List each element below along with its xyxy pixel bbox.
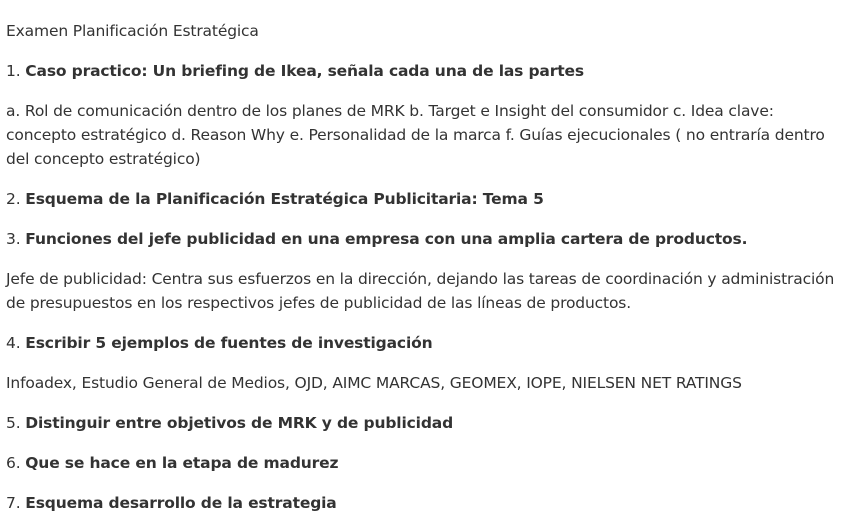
question-text: Esquema de la Planificación Estratégica Publicitaria: Tema 5 [25, 190, 544, 208]
document-body [6, 19, 842, 531]
question-number: 5. [6, 414, 21, 432]
question-5 [6, 411, 842, 435]
question-number: 3. [6, 230, 21, 248]
question-text: Que se hace en la etapa de madurez [25, 454, 339, 472]
answer-3: Jefe de publicidad: Centra sus esfuerzos en la dirección, dejando las tareas de coordinación y administración de presupuestos en los respectivos jefes de publicidad de las líneas de productos. [6, 270, 835, 312]
question-number: 4. [6, 334, 21, 352]
question-3 [6, 227, 842, 251]
question-number: 7. [6, 494, 21, 512]
question-4 [6, 331, 842, 355]
question-2 [6, 187, 842, 211]
question-7 [6, 491, 842, 515]
answer-4: Infoadex, Estudio General de Medios, OJD, AIMC MARCAS, GEOMEX, IOPE, NIELSEN NET RATINGS [6, 374, 742, 392]
question-number: 1. [6, 62, 21, 80]
question-text: Escribir 5 ejemplos de fuentes de investigación [25, 334, 433, 352]
question-text: Caso practico: Un briefing de Ikea, señala cada una de las partes [25, 62, 584, 80]
question-6 [6, 451, 842, 475]
question-text: Funciones del jefe publicidad en una empresa con una amplia cartera de productos. [25, 230, 748, 248]
question-text: Distinguir entre objetivos de MRK y de publicidad [25, 414, 454, 432]
question-1 [6, 59, 842, 83]
question-text: Esquema desarrollo de la estrategia [25, 494, 337, 512]
answer-1: a. Rol de comunicación dentro de los planes de MRK b. Target e Insight del consumidor c. Idea clave: concepto estratégico d. Reason Why e. Personalidad de la marca f. Guías ejecucionales ( no entraría dentro del concepto estratégico) [6, 102, 825, 168]
question-number: 6. [6, 454, 21, 472]
question-number: 2. [6, 190, 21, 208]
document-title: Examen Planificación Estratégica [6, 22, 259, 40]
